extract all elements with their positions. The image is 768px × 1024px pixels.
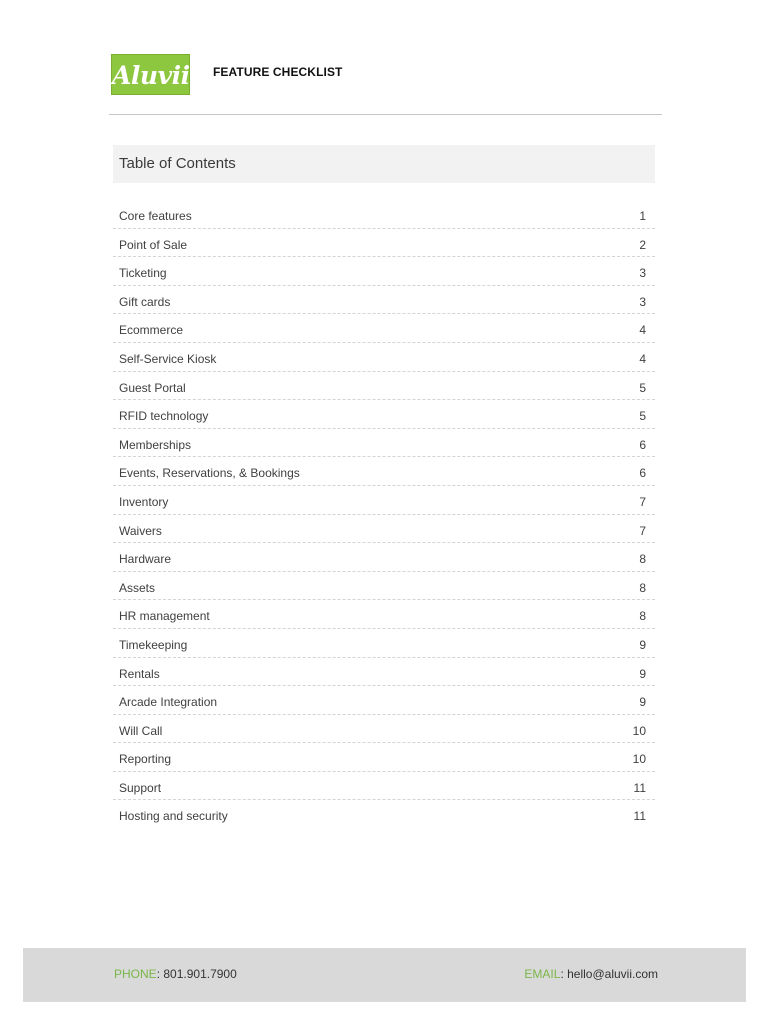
toc-entry-label: Core features bbox=[119, 209, 192, 223]
toc-entry-label: Events, Reservations, & Bookings bbox=[119, 466, 300, 481]
toc-entry-label: RFID technology bbox=[119, 409, 209, 424]
toc-entry-label: Reporting bbox=[119, 752, 172, 767]
toc-entry-page-number: 11 bbox=[633, 780, 646, 795]
toc-entry[interactable] bbox=[113, 572, 655, 601]
toc-entry-label: Timekeeping bbox=[119, 637, 188, 652]
toc-heading-bar bbox=[113, 145, 655, 183]
toc-entry-page-number: 6 bbox=[639, 466, 646, 481]
document-title: FEATURE CHECKLIST bbox=[213, 65, 343, 79]
toc-entry-label: Ecommerce bbox=[119, 323, 184, 338]
toc-entry-page-number: 8 bbox=[639, 609, 646, 624]
email-value[interactable]: hello@aluvii.com bbox=[567, 967, 658, 981]
toc-entry[interactable] bbox=[113, 600, 655, 629]
toc-list bbox=[113, 200, 655, 829]
toc-entry-label: Waivers bbox=[119, 523, 162, 538]
toc-entry[interactable] bbox=[113, 200, 655, 229]
toc-entry[interactable] bbox=[113, 486, 655, 515]
toc-entry-page-number: 4 bbox=[639, 323, 646, 338]
toc-entry-label: HR management bbox=[119, 609, 210, 624]
toc-entry-label: Hardware bbox=[119, 552, 172, 567]
page-header bbox=[109, 54, 662, 115]
toc-entry-page-number: 8 bbox=[639, 552, 646, 567]
toc-entry-page-number: 2 bbox=[639, 237, 646, 252]
toc-entry[interactable] bbox=[113, 400, 655, 429]
toc-entry-page-number: 10 bbox=[632, 752, 646, 767]
toc-entry[interactable] bbox=[113, 343, 655, 372]
toc-entry-page-number: 4 bbox=[639, 351, 646, 366]
toc-entry-page-number: 9 bbox=[639, 695, 646, 710]
toc-entry-page-number: 5 bbox=[639, 409, 646, 424]
toc-entry[interactable] bbox=[113, 429, 655, 458]
toc-entry[interactable] bbox=[113, 686, 655, 715]
toc-entry-label: Memberships bbox=[119, 437, 192, 452]
toc-entry-label: Inventory bbox=[119, 494, 169, 509]
toc-entry[interactable] bbox=[113, 715, 655, 744]
toc-entry-label: Guest Portal bbox=[119, 380, 186, 395]
toc-entry[interactable] bbox=[113, 372, 655, 401]
toc-entry[interactable] bbox=[113, 229, 655, 258]
toc-entry[interactable] bbox=[113, 543, 655, 572]
toc-entry-page-number: 5 bbox=[639, 380, 646, 395]
phone-value: 801.901.7900 bbox=[163, 967, 237, 981]
toc-entry[interactable] bbox=[113, 629, 655, 658]
contact-footer bbox=[23, 948, 746, 1002]
toc-entry[interactable] bbox=[113, 257, 655, 286]
toc-entry-page-number: 7 bbox=[639, 523, 646, 538]
toc-entry-page-number: 6 bbox=[639, 437, 646, 452]
toc-entry-page-number: 8 bbox=[639, 580, 646, 595]
toc-entry[interactable] bbox=[113, 286, 655, 315]
footer-email: EMAIL: hello@aluvii.com bbox=[524, 967, 658, 981]
toc-entry-page-number: 3 bbox=[639, 266, 646, 281]
toc-entry[interactable] bbox=[113, 743, 655, 772]
toc-entry-label: Hosting and security bbox=[119, 809, 228, 824]
toc-entry-label: Support bbox=[119, 780, 162, 795]
toc-heading: Table of Contents bbox=[119, 155, 236, 172]
phone-label: PHONE bbox=[114, 967, 157, 981]
toc-entry-page-number: 9 bbox=[639, 666, 646, 681]
toc-entry[interactable] bbox=[113, 658, 655, 687]
toc-entry-label: Will Call bbox=[119, 723, 163, 738]
toc-entry[interactable] bbox=[113, 515, 655, 544]
toc-entry[interactable] bbox=[113, 314, 655, 343]
toc-entry-page-number: 3 bbox=[639, 294, 646, 309]
toc-entry-page-number: 9 bbox=[639, 637, 646, 652]
toc-entry[interactable] bbox=[113, 800, 655, 829]
footer-phone: PHONE: 801.901.7900 bbox=[114, 967, 237, 981]
toc-entry-label: Arcade Integration bbox=[119, 695, 218, 710]
toc-entry[interactable] bbox=[113, 457, 655, 486]
toc-entry-page-number: 10 bbox=[632, 723, 646, 738]
toc-entry-label: Self-Service Kiosk bbox=[119, 351, 217, 366]
toc-entry-page-number: 11 bbox=[633, 809, 646, 824]
toc-entry-page-number: 1 bbox=[639, 209, 646, 223]
toc-entry-label: Rentals bbox=[119, 666, 160, 681]
toc-entry-page-number: 7 bbox=[639, 494, 646, 509]
toc-entry-label: Ticketing bbox=[119, 266, 167, 281]
aluvii-logo: Aluvii bbox=[111, 54, 190, 95]
toc-entry-label: Point of Sale bbox=[119, 237, 188, 252]
email-label: EMAIL bbox=[524, 967, 561, 981]
toc-entry-label: Assets bbox=[119, 580, 156, 595]
toc-entry[interactable] bbox=[113, 772, 655, 801]
toc-entry-label: Gift cards bbox=[119, 294, 171, 309]
